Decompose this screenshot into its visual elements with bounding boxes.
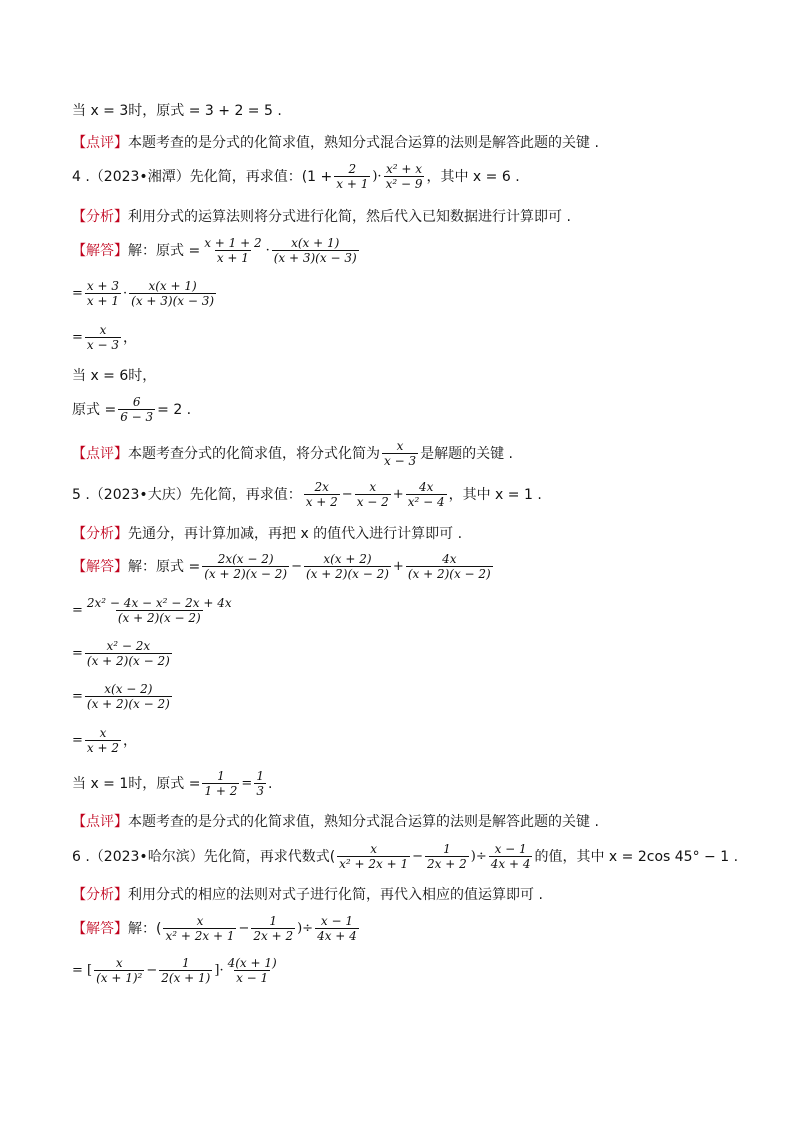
solution-q5-step2 xyxy=(72,597,236,624)
denominator: x² − 9 xyxy=(385,177,423,191)
numerator: 1 xyxy=(269,914,278,928)
operator: + xyxy=(392,559,404,574)
text: 当 x = 6时， xyxy=(72,368,157,384)
numerator: 1 xyxy=(217,769,225,783)
denominator: (x + 2)(x − 2) xyxy=(86,654,170,668)
text: 当 x = 1时，原式 = xyxy=(72,775,201,792)
result-q4 xyxy=(72,396,191,423)
operator: − xyxy=(146,963,158,978)
equals: = xyxy=(72,733,83,748)
fraction xyxy=(202,770,239,797)
denominator: x − 1 xyxy=(236,971,269,985)
text: 4 .（2023•湘潭）先化简，再求值：(1 + xyxy=(72,168,333,185)
numerator: 1 xyxy=(256,769,264,783)
comment-tag: 【点评】 xyxy=(72,445,128,462)
fraction xyxy=(85,727,121,754)
fraction xyxy=(226,957,279,984)
analysis-tag: 【分析】 xyxy=(72,209,128,225)
numerator: 2x² − 4x − x² − 2x + 4x xyxy=(86,596,232,610)
denominator: (x + 2)(x − 2) xyxy=(306,567,389,581)
fraction xyxy=(94,957,144,984)
comment-tag: 【点评】 xyxy=(72,135,128,151)
solution-q5-step1 xyxy=(72,553,495,580)
solution-q4-step2: = $\frac{x + 3}{x + 1}$ · $\frac{x(x + 1)}{(x + 3)(x - 3)}$ xyxy=(72,279,215,308)
fraction xyxy=(406,553,493,580)
denominator: 1 + 2 xyxy=(204,784,238,798)
fraction xyxy=(163,915,236,942)
denominator: 6 − 3 xyxy=(120,410,154,424)
denominator: 4x + 4 xyxy=(317,929,357,943)
comment-q4 xyxy=(72,440,513,467)
fraction xyxy=(304,481,340,508)
denominator: x + 2 xyxy=(86,741,119,755)
fraction xyxy=(334,163,370,190)
numerator: x xyxy=(370,842,378,856)
text: = 2 . xyxy=(157,401,192,418)
numerator: 4x xyxy=(418,480,434,494)
text: 5 .（2023•大庆）先化简，再求值： xyxy=(72,486,302,503)
solution-q4-step3 xyxy=(72,324,137,351)
numerator: x xyxy=(99,726,107,740)
denominator: (x + 2)(x − 2) xyxy=(117,611,201,625)
analysis-tag: 【分析】 xyxy=(72,887,128,903)
analysis-tag: 【分析】 xyxy=(72,526,128,542)
denominator: 2x + 2 xyxy=(253,929,294,943)
bracket: = [ xyxy=(72,963,93,978)
fraction xyxy=(337,843,410,870)
numerator: x xyxy=(196,914,204,928)
denominator: (x + 2)(x − 2) xyxy=(86,697,170,711)
denominator: 2(x + 1) xyxy=(161,971,211,985)
text: 6 .（2023•哈尔滨）先化简，再求代数式( xyxy=(72,848,336,865)
solution-q5-step5 xyxy=(72,727,137,754)
denominator: (x + 1)² xyxy=(96,971,143,985)
numerator: x² − 2x xyxy=(106,639,151,653)
numerator: x xyxy=(396,439,404,453)
fraction xyxy=(406,481,447,508)
fraction xyxy=(202,553,289,580)
text: ，其中 x = 6 . xyxy=(426,168,520,185)
solution-q6-step2 xyxy=(72,957,281,984)
denominator: x + 1 xyxy=(216,251,249,265)
text: 原式 = xyxy=(72,401,117,418)
fraction xyxy=(382,440,418,467)
fraction xyxy=(304,553,391,580)
denominator: x² − 4 xyxy=(407,495,445,509)
equals: = xyxy=(72,603,83,618)
numerator: 2 xyxy=(348,162,357,176)
text: 本题考查的是分式的化简求值，熟知分式混合运算的法则是解答此题的关键 . xyxy=(128,814,599,830)
numerator: 1 xyxy=(182,956,190,970)
fraction xyxy=(489,843,533,870)
text: 利用分式的相应的法则对式子进行化简，再代入相应的值运算即可 . xyxy=(128,887,543,903)
equals: = xyxy=(72,689,83,704)
fraction xyxy=(85,683,172,710)
denominator: (x + 2)(x − 2) xyxy=(204,567,288,581)
operator: + xyxy=(392,487,404,502)
fraction xyxy=(85,280,121,307)
text: . xyxy=(267,775,273,792)
numerator: 1 xyxy=(443,842,451,856)
text: 解：原式 = xyxy=(128,242,201,259)
text: 解：( xyxy=(128,920,162,937)
fraction xyxy=(85,324,121,351)
operator: )÷ xyxy=(470,849,487,864)
numerator: 6 xyxy=(132,395,141,409)
text: 本题考查的是分式的化简求值，熟知分式混合运算的法则是解答此题的关键 . xyxy=(128,135,599,151)
fraction xyxy=(355,481,391,508)
fraction xyxy=(202,237,263,264)
denominator: 4x + 4 xyxy=(490,857,531,871)
text: ， xyxy=(123,329,137,346)
solution-q5-step4 xyxy=(72,683,174,710)
numerator: x xyxy=(115,956,123,970)
denominator: 2x + 2 xyxy=(427,857,467,871)
fraction xyxy=(272,237,359,264)
analysis-q4 xyxy=(72,210,571,224)
numerator: x(x + 2) xyxy=(323,552,372,566)
comment-q5 xyxy=(72,815,599,829)
fraction xyxy=(85,640,172,667)
numerator: x − 1 xyxy=(494,842,527,856)
fraction xyxy=(129,280,216,307)
solution-tag: 【解答】 xyxy=(72,920,128,937)
operator: − xyxy=(291,559,302,574)
numerator: x(x − 2) xyxy=(104,682,153,696)
equals: = xyxy=(72,286,83,301)
fraction xyxy=(384,163,425,190)
operator: − xyxy=(238,921,250,936)
operator: − xyxy=(412,849,424,864)
solution-q6-step1 xyxy=(72,915,361,942)
numerator: x xyxy=(369,480,377,494)
numerator: 2x xyxy=(314,480,329,494)
denominator: x − 2 xyxy=(356,495,389,509)
fraction xyxy=(251,915,295,942)
numerator: x + 1 + 2 xyxy=(204,236,262,250)
fraction xyxy=(159,957,212,984)
question-4 xyxy=(72,163,520,190)
denominator: x² + 2x + 1 xyxy=(339,857,409,871)
text: 是解题的关键 . xyxy=(420,445,513,462)
denominator: 3 xyxy=(256,784,264,798)
text: )· xyxy=(372,169,382,184)
numerator: 4(x + 1) xyxy=(227,956,277,970)
analysis-q6 xyxy=(72,888,543,902)
numerator: x + 3 xyxy=(86,279,119,293)
numerator: x(x + 1) xyxy=(291,236,340,250)
fraction xyxy=(85,597,234,624)
denominator: x + 1 xyxy=(336,177,369,191)
denominator: (x + 3)(x − 3) xyxy=(131,294,215,308)
fraction xyxy=(254,770,266,797)
text: 解：原式 = xyxy=(128,558,201,575)
analysis-q5 xyxy=(72,527,462,541)
denominator: x − 3 xyxy=(384,454,417,468)
numerator: x xyxy=(99,323,107,337)
text: 本题考查分式的化简求值，将分式化简为 xyxy=(128,445,380,462)
denominator: (x + 3)(x − 3) xyxy=(273,251,357,265)
text: ，其中 x = 1 . xyxy=(448,486,542,503)
equals: = xyxy=(72,646,83,661)
text: 利用分式的运算法则将分式进行化简，然后代入已知数据进行计算即可 . xyxy=(128,209,571,225)
operator: ]· xyxy=(214,963,224,978)
equals: = xyxy=(72,330,83,345)
question-6 xyxy=(72,843,738,870)
denominator: x + 2 xyxy=(305,495,338,509)
numerator: x(x + 1) xyxy=(148,279,197,293)
solution-q5-step3 xyxy=(72,640,174,667)
denominator: x − 3 xyxy=(86,338,119,352)
fraction xyxy=(118,396,155,423)
numerator: x − 1 xyxy=(320,914,353,928)
denominator: x² + 2x + 1 xyxy=(165,929,235,943)
fraction xyxy=(425,843,469,870)
result-q5 xyxy=(72,770,272,797)
fraction xyxy=(315,915,359,942)
text: 先通分，再计算加减，再把 x 的值代入进行计算即可 . xyxy=(128,526,463,542)
numerator: x² + x xyxy=(386,162,423,176)
eval-line-q3 xyxy=(72,104,282,118)
numerator: 4x xyxy=(442,552,457,566)
text: 当 x = 3时，原式 = 3 + 2 = 5 . xyxy=(72,103,282,119)
numerator: 2x(x − 2) xyxy=(217,552,274,566)
text: ， xyxy=(123,732,137,749)
denominator: x + 1 xyxy=(86,294,119,308)
solution-tag: 【解答】 xyxy=(72,558,128,575)
solution-tag: 【解答】 xyxy=(72,242,128,259)
when-x-6 xyxy=(72,369,156,383)
operator: − xyxy=(341,487,353,502)
comment-q3 xyxy=(72,136,599,150)
question-5 xyxy=(72,481,542,508)
operator: )÷ xyxy=(297,921,314,936)
solution-q4-step1: 【解答】 解：原式 = $\frac{x + 1 + 2}{x + 1}$ · $\frac{x(x + 1)}{(x + 3)(x - 3)}$ xyxy=(72,236,357,265)
denominator: (x + 2)(x − 2) xyxy=(407,567,491,581)
text: 的值，其中 x = 2cos 45° − 1 . xyxy=(534,848,739,865)
equals: = xyxy=(241,776,253,791)
comment-tag: 【点评】 xyxy=(72,814,128,830)
